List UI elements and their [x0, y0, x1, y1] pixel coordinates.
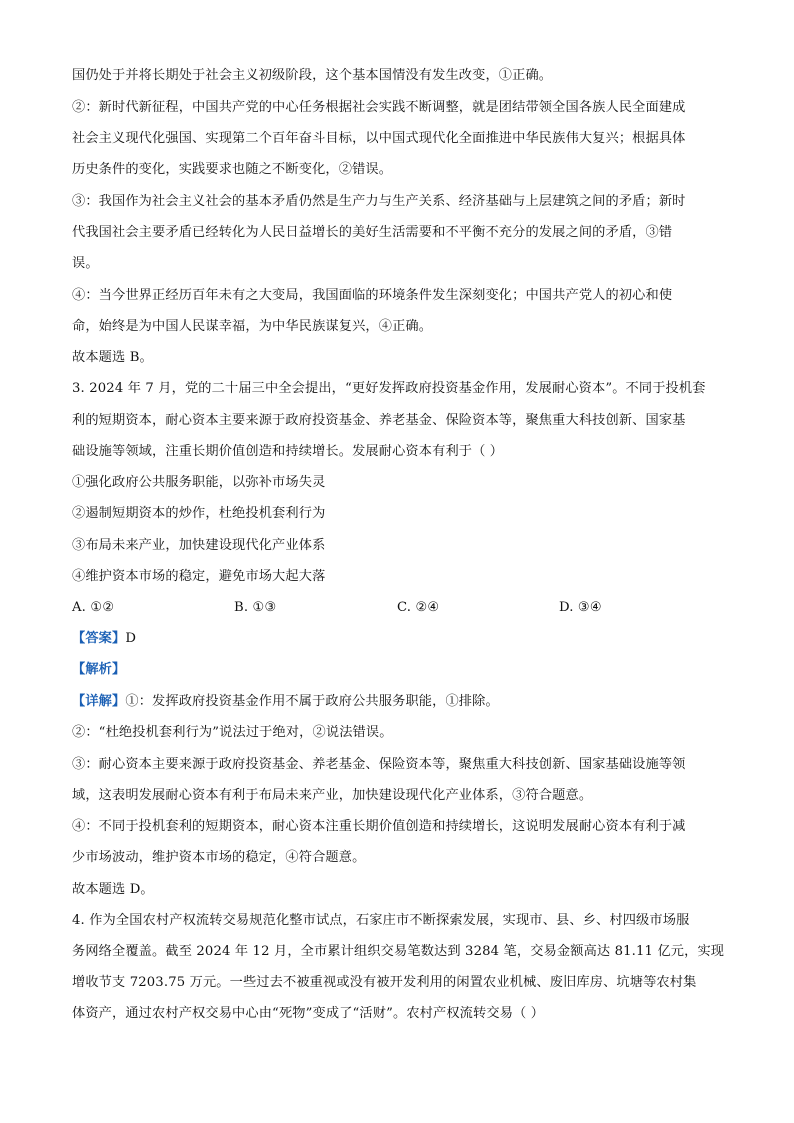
question-stem-line: 3. 2024 年 7 月，党的二十届三中全会提出，“更好发挥政府投资基金作用，发展耐心资本”。不同于投机套 [72, 381, 706, 396]
option-c: C. ②④ [397, 600, 440, 615]
option-a: A. ①② [72, 600, 115, 615]
explanation-line: ②：新时代新征程，中国共产党的中心任务根据社会实践不断调整，就是团结带领全国各族人民全面建成 [72, 100, 686, 115]
statement-item: ③布局未来产业，加快建设现代化产业体系 [72, 538, 326, 553]
conclusion-line: 故本题选 B。 [72, 350, 153, 365]
statement-item: ④维护资本市场的稳定，避免市场大起大落 [72, 569, 326, 584]
explanation-line: 国仍处于并将长期处于社会主义初级阶段，这个基本国情没有发生改变，①正确。 [72, 68, 553, 83]
answer-tag: 【答案】 [72, 631, 126, 646]
detail-line [72, 692, 499, 712]
question-stem-line: 体资产，通过农村产权交易中心由“死物”变成了“活财”。农村产权流转交易（ ） [72, 1006, 545, 1021]
answer-value: D [125, 631, 137, 646]
question-stem-line: 务网络全覆盖。截至 2024 年 12 月，全市累计组织交易笔数达到 3284 笔，交易金额高达 81.11 亿元，实现 [72, 944, 725, 959]
detail-line: 少市场波动，维护资本市场的稳定，④符合题意。 [72, 850, 366, 865]
question-stem-line: 4. 作为全国农村产权流转交易规范化整市试点，石家庄市不断探索发展，实现市、县、乡、村四级市场服 [72, 913, 690, 928]
statement-item: ②遏制短期资本的炒作，杜绝投机套利行为 [72, 506, 326, 521]
explanation-line: 命，始终是为中国人民谋幸福，为中华民族谋复兴，④正确。 [72, 319, 433, 334]
question-stem-line: 础设施等领域，注重长期价值创造和持续增长。发展耐心资本有利于（ ） [72, 444, 504, 459]
question-stem-line: 利的短期资本，耐心资本主要来源于政府投资基金、养老基金、保险资本等，聚焦重大科技创新、国家基 [72, 413, 686, 428]
explanation-line: ④：当今世界正经历百年未有之大变局，我国面临的环境条件发生深刻变化；中国共产党人的初心和使 [72, 288, 673, 303]
option-d: D. ③④ [559, 600, 602, 615]
answer-line [72, 629, 136, 649]
statement-item: ①强化政府公共服务职能，以弥补市场失灵 [72, 475, 326, 490]
conclusion-line: 故本题选 D。 [72, 882, 154, 897]
option-b: B. ①③ [234, 600, 277, 615]
detail-text: ①：发挥政府投资基金作用不属于政府公共服务职能，①排除。 [125, 694, 499, 709]
detail-line: ②：“杜绝投机套利行为”说法过于绝对，②说法错误。 [72, 725, 393, 740]
explanation-line: 代我国社会主要矛盾已经转化为人民日益增长的美好生活需要和不平衡不充分的发展之间的矛盾，③错 [72, 225, 673, 240]
explanation-line: 历史条件的变化，实践要求也随之不断变化，②错误。 [72, 162, 393, 177]
detail-line: ④：不同于投机套利的短期资本，耐心资本注重长期价值创造和持续增长，这说明发展耐心资本有利于减 [72, 819, 686, 834]
analysis-line [72, 660, 125, 680]
detail-line: ③：耐心资本主要来源于政府投资基金、养老基金、保险资本等，聚焦重大科技创新、国家基础设施等领 [72, 757, 686, 772]
explanation-line: ③：我国作为社会主义社会的基本矛盾仍然是生产力与生产关系、经济基础与上层建筑之间的矛盾；新时 [72, 194, 686, 209]
detail-line: 域，这表明发展耐心资本有利于布局未来产业，加快建设现代化产业体系，③符合题意。 [72, 788, 593, 803]
detail-tag: 【详解】 [72, 694, 126, 709]
explanation-line: 社会主义现代化强国、实现第二个百年奋斗目标，以中国式现代化全面推进中华民族伟大复兴；根据具体 [72, 131, 686, 146]
question-stem-line: 增收节支 7203.75 万元。一些过去不被重视或没有被开发利用的闲置农业机械、废旧库房、坑塘等农村集 [72, 975, 697, 990]
explanation-line: 误。 [72, 256, 99, 271]
analysis-tag: 【解析】 [72, 662, 126, 677]
